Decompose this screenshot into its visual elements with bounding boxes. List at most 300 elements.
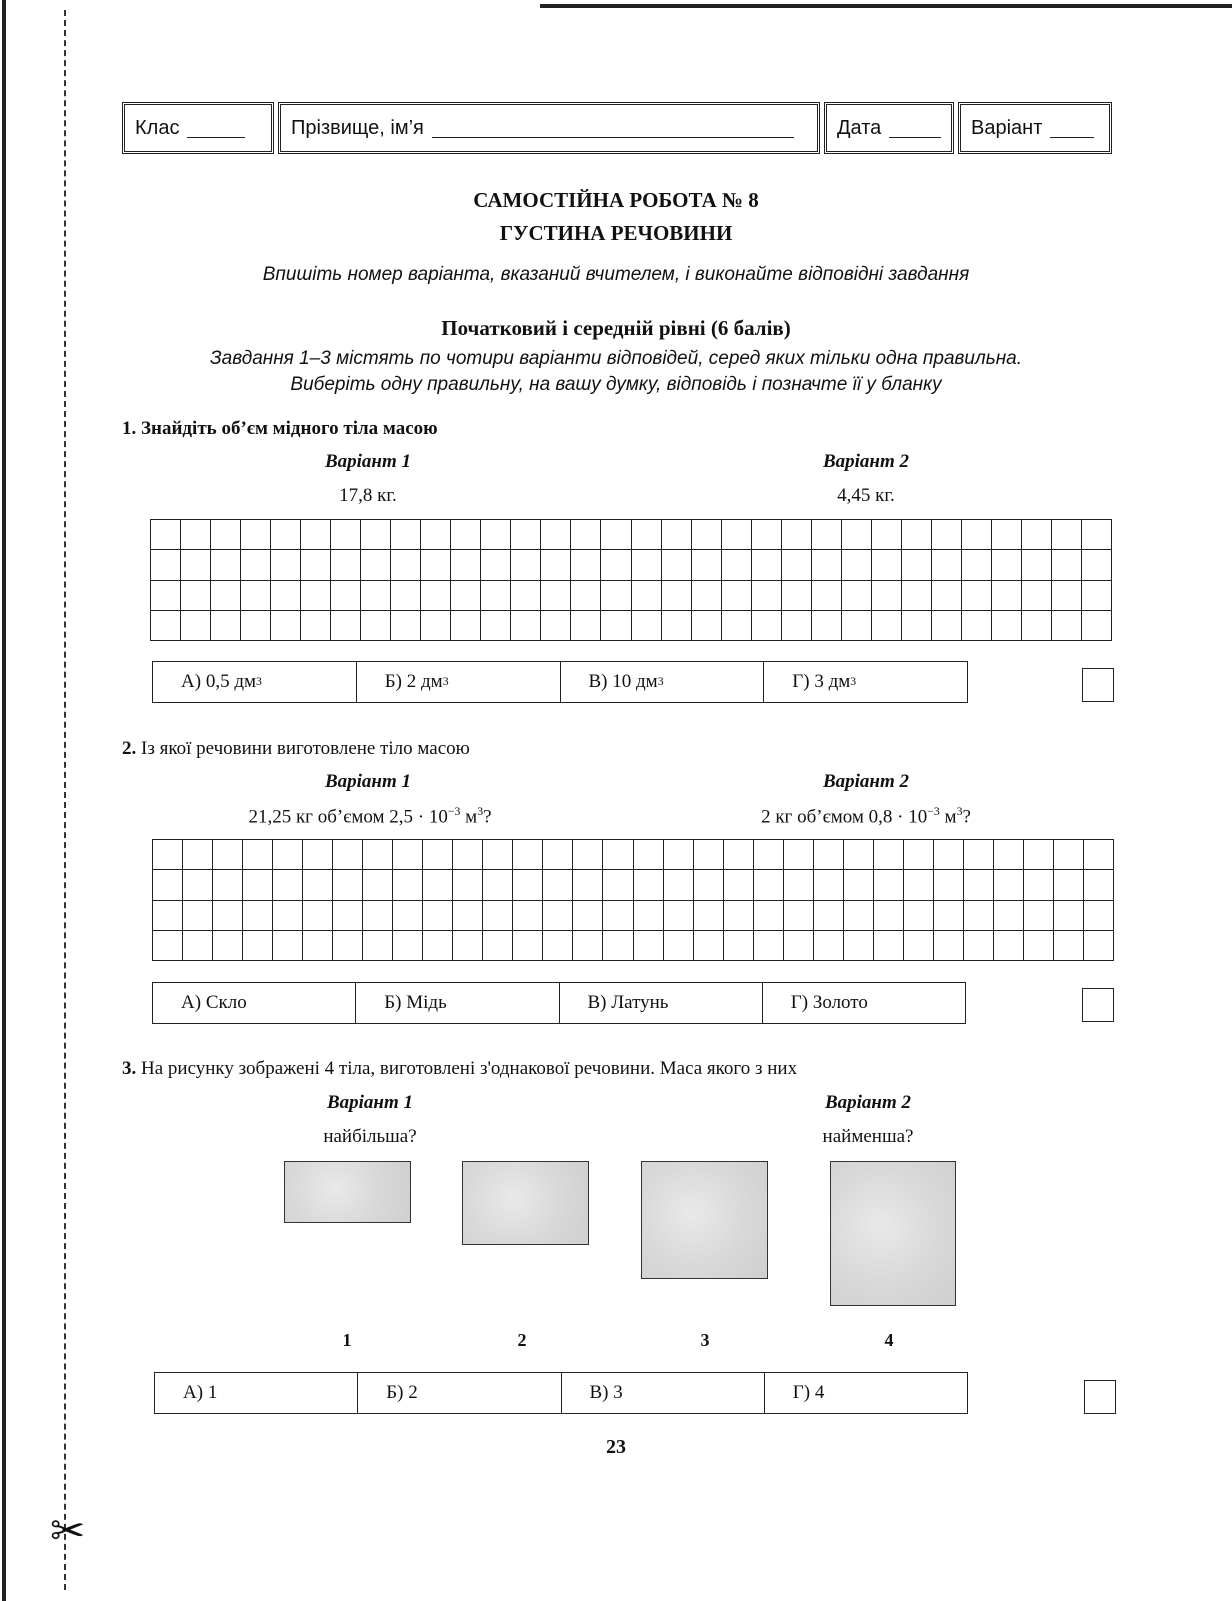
- grid-cell: [874, 840, 904, 870]
- grid-cell: [904, 840, 934, 870]
- grid-cell: [932, 611, 962, 641]
- grid-cell: [814, 870, 844, 900]
- grid-cell: [934, 840, 964, 870]
- grid-cell: [423, 870, 453, 900]
- grid-cell: [363, 901, 393, 931]
- grid-cell: [421, 520, 451, 550]
- grid-cell: [513, 870, 543, 900]
- grid-cell: [511, 581, 541, 611]
- grid-cell: [842, 611, 872, 641]
- task2-work-grid[interactable]: [152, 839, 1114, 961]
- grid-cell: [393, 901, 423, 931]
- grid-cell: [1052, 520, 1082, 550]
- task2-answer-a[interactable]: А) Скло: [153, 983, 356, 1023]
- grid-cell: [812, 550, 842, 580]
- grid-cell: [273, 931, 303, 961]
- grid-cell: [872, 550, 902, 580]
- grid-cell: [303, 840, 333, 870]
- figure-label-4: 4: [884, 1330, 894, 1350]
- grid-cell: [722, 550, 752, 580]
- grid-cell: [842, 520, 872, 550]
- grid-cell: [782, 581, 812, 611]
- grid-cell: [992, 550, 1022, 580]
- grid-cell: [662, 611, 692, 641]
- grid-cell: [1024, 840, 1054, 870]
- task1-answers: [152, 661, 968, 703]
- grid-cell: [1022, 550, 1052, 580]
- grid-cell: [994, 901, 1024, 931]
- grid-cell: [151, 581, 181, 611]
- grid-cell: [902, 550, 932, 580]
- grid-cell: [543, 931, 573, 961]
- grid-cell: [153, 901, 183, 931]
- grid-cell: [181, 550, 211, 580]
- date-field[interactable]: [824, 102, 954, 154]
- grid-cell: [932, 581, 962, 611]
- grid-cell: [844, 870, 874, 900]
- page-number: 23: [606, 1436, 626, 1458]
- figure-label-3: 3: [700, 1330, 710, 1350]
- grid-cell: [692, 520, 722, 550]
- grid-cell: [964, 901, 994, 931]
- task1-question: [122, 418, 438, 440]
- grid-cell: [664, 931, 694, 961]
- grid-cell: [722, 611, 752, 641]
- grid-cell: [571, 550, 601, 580]
- grid-cell: [361, 581, 391, 611]
- body-2-figure: [462, 1161, 589, 1245]
- grid-cell: [874, 901, 904, 931]
- grid-cell: [183, 901, 213, 931]
- grid-cell: [393, 870, 423, 900]
- grid-cell: [724, 901, 754, 931]
- task2-variant2-title: Варіант 2: [822, 771, 910, 792]
- grid-cell: [1084, 840, 1114, 870]
- grid-cell: [634, 931, 664, 961]
- grid-cell: [992, 581, 1022, 611]
- grid-cell: [784, 870, 814, 900]
- grid-cell: [363, 870, 393, 900]
- grid-cell: [692, 611, 722, 641]
- task1-answer-box[interactable]: [1082, 668, 1114, 702]
- grid-cell: [814, 901, 844, 931]
- grid-cell: [1082, 611, 1112, 641]
- grid-cell: [724, 870, 754, 900]
- grid-cell: [964, 840, 994, 870]
- grid-cell: [1024, 901, 1054, 931]
- grid-cell: [994, 931, 1024, 961]
- grid-cell: [451, 550, 481, 580]
- body-1-figure: [284, 1161, 411, 1223]
- grid-cell: [754, 931, 784, 961]
- grid-cell: [603, 931, 633, 961]
- grid-cell: [541, 611, 571, 641]
- grid-cell: [754, 840, 784, 870]
- grid-cell: [153, 840, 183, 870]
- grid-cell: [904, 901, 934, 931]
- task1-work-grid[interactable]: [150, 519, 1112, 641]
- grid-cell: [603, 870, 633, 900]
- grid-cell: [363, 931, 393, 961]
- grid-cell: [273, 901, 303, 931]
- task3-question: [122, 1058, 797, 1080]
- grid-cell: [1054, 840, 1084, 870]
- grid-cell: [662, 581, 692, 611]
- task2-answers: [152, 982, 966, 1024]
- grid-cell: [752, 550, 782, 580]
- task1-variant1-title: Варіант 1: [324, 451, 412, 472]
- grid-cell: [782, 520, 812, 550]
- grid-cell: [391, 520, 421, 550]
- grid-cell: [151, 550, 181, 580]
- grid-cell: [1052, 611, 1082, 641]
- page-subtitle: ГУСТИНА РЕЧОВИНИ: [499, 221, 733, 245]
- grid-cell: [934, 870, 964, 900]
- grid-cell: [872, 581, 902, 611]
- grid-cell: [153, 870, 183, 900]
- level-note-2: Виберіть одну правильну, на вашу думку, відповідь і позначте її у бланку: [290, 374, 942, 395]
- date-blank[interactable]: [889, 119, 941, 138]
- grid-cell: [483, 931, 513, 961]
- grid-cell: [331, 520, 361, 550]
- grid-cell: [393, 931, 423, 961]
- grid-cell: [273, 870, 303, 900]
- grid-cell: [812, 581, 842, 611]
- grid-cell: [153, 931, 183, 961]
- name-label: Прізвище, ім’я: [291, 116, 424, 139]
- grid-cell: [513, 901, 543, 931]
- grid-cell: [241, 550, 271, 580]
- grid-cell: [391, 581, 421, 611]
- grid-cell: [243, 840, 273, 870]
- grid-cell: [964, 870, 994, 900]
- grid-cell: [722, 581, 752, 611]
- grid-cell: [812, 611, 842, 641]
- grid-cell: [662, 550, 692, 580]
- grid-cell: [453, 870, 483, 900]
- class-blank[interactable]: [187, 119, 245, 138]
- grid-cell: [453, 901, 483, 931]
- grid-cell: [694, 840, 724, 870]
- grid-cell: [541, 520, 571, 550]
- grid-cell: [331, 611, 361, 641]
- grid-cell: [874, 870, 904, 900]
- scissors-icon: ✂: [50, 1506, 86, 1555]
- grid-cell: [513, 840, 543, 870]
- grid-cell: [541, 550, 571, 580]
- task2-text: Із якої речовини виготовлене тіло масою: [141, 738, 470, 759]
- grid-cell: [451, 581, 481, 611]
- grid-cell: [181, 520, 211, 550]
- grid-cell: [784, 901, 814, 931]
- grid-cell: [301, 611, 331, 641]
- grid-cell: [812, 520, 842, 550]
- task3-answer-box[interactable]: [1084, 1380, 1116, 1414]
- task1-text: Знайдіть об’єм мідного тіла масою: [141, 418, 438, 439]
- grid-cell: [213, 870, 243, 900]
- grid-cell: [934, 901, 964, 931]
- grid-cell: [511, 550, 541, 580]
- grid-cell: [453, 931, 483, 961]
- grid-cell: [632, 520, 662, 550]
- grid-cell: [391, 550, 421, 580]
- grid-cell: [601, 550, 631, 580]
- task1-variant2-title: Варіант 2: [822, 451, 910, 472]
- class-label: Клас: [135, 116, 180, 139]
- grid-cell: [902, 581, 932, 611]
- task3-answer-a[interactable]: А) 1: [155, 1373, 358, 1413]
- task1-answer-b[interactable]: Б) 2 дм 3: [357, 662, 561, 702]
- task1-answer-a[interactable]: А) 0,5 дм 3: [153, 662, 357, 702]
- task3-answer-d[interactable]: Г) 4: [792, 1382, 825, 1403]
- grid-cell: [333, 931, 363, 961]
- grid-cell: [724, 931, 754, 961]
- task2-answer-b[interactable]: Б) Мідь: [356, 983, 559, 1023]
- grid-cell: [243, 931, 273, 961]
- grid-cell: [754, 901, 784, 931]
- grid-cell: [273, 840, 303, 870]
- grid-cell: [331, 550, 361, 580]
- grid-cell: [934, 931, 964, 961]
- grid-cell: [271, 581, 301, 611]
- grid-cell: [964, 931, 994, 961]
- task1-answer-d[interactable]: Г) 3 дм 3: [792, 671, 857, 692]
- grid-cell: [1054, 870, 1084, 900]
- grid-cell: [481, 550, 511, 580]
- top-border-line: [540, 4, 1232, 8]
- grid-cell: [213, 901, 243, 931]
- name-blank[interactable]: [432, 119, 794, 138]
- grid-cell: [421, 581, 451, 611]
- grid-cell: [541, 581, 571, 611]
- variant-blank[interactable]: [1050, 119, 1094, 138]
- grid-cell: [634, 870, 664, 900]
- grid-cell: [421, 550, 451, 580]
- grid-cell: [662, 520, 692, 550]
- grid-cell: [1054, 901, 1084, 931]
- grid-cell: [634, 840, 664, 870]
- grid-cell: [511, 611, 541, 641]
- grid-cell: [391, 611, 421, 641]
- grid-cell: [664, 840, 694, 870]
- grid-cell: [962, 550, 992, 580]
- grid-cell: [1084, 901, 1114, 931]
- task1-variant2-value: 4,45 кг.: [837, 485, 895, 506]
- grid-cell: [423, 840, 453, 870]
- grid-cell: [842, 550, 872, 580]
- grid-cell: [904, 870, 934, 900]
- grid-cell: [571, 520, 601, 550]
- grid-cell: [844, 840, 874, 870]
- grid-cell: [393, 840, 423, 870]
- grid-cell: [1084, 931, 1114, 961]
- grid-cell: [842, 581, 872, 611]
- task1-answer-c[interactable]: В) 10 дм 3: [561, 662, 765, 702]
- task2-variant1-value: 21,25 кг об’ємом $2,5 \cdot 10^{-3}$ $м^3$?: [248, 805, 492, 828]
- grid-cell: [752, 581, 782, 611]
- grid-cell: [151, 520, 181, 550]
- grid-cell: [511, 520, 541, 550]
- grid-cell: [241, 520, 271, 550]
- grid-cell: [724, 840, 754, 870]
- grid-cell: [1022, 520, 1052, 550]
- header-form: [122, 102, 1112, 154]
- grid-cell: [752, 520, 782, 550]
- grid-cell: [451, 520, 481, 550]
- grid-cell: [1022, 611, 1052, 641]
- grid-cell: [241, 581, 271, 611]
- figure-label-2: 2: [517, 1330, 527, 1350]
- task3-variant1-title: Варіант 1: [326, 1092, 414, 1113]
- grid-cell: [1052, 550, 1082, 580]
- grid-cell: [603, 901, 633, 931]
- grid-cell: [211, 520, 241, 550]
- grid-cell: [1052, 581, 1082, 611]
- grid-cell: [333, 901, 363, 931]
- task2-answer-c[interactable]: В) Латунь: [560, 983, 763, 1023]
- grid-cell: [481, 520, 511, 550]
- grid-cell: [183, 931, 213, 961]
- grid-cell: [694, 870, 724, 900]
- cut-line: [64, 10, 66, 1590]
- grid-cell: [573, 931, 603, 961]
- grid-cell: [994, 870, 1024, 900]
- task2-question: [122, 738, 470, 760]
- grid-cell: [483, 901, 513, 931]
- task2-answer-d[interactable]: Г) Золото: [790, 992, 868, 1013]
- task1-number: 1.: [122, 418, 137, 439]
- level-note-1: Завдання 1–3 містять по чотири варіанти відповідей, серед яких тільки одна правильна.: [209, 348, 1023, 369]
- grid-cell: [183, 870, 213, 900]
- grid-cell: [1022, 581, 1052, 611]
- grid-cell: [692, 581, 722, 611]
- grid-cell: [1082, 581, 1112, 611]
- grid-cell: [271, 520, 301, 550]
- grid-cell: [211, 581, 241, 611]
- task2-variant2-value: 2 кг об’ємом $0,8 \cdot 10^{-3}$ $м^3$?: [761, 805, 971, 828]
- grid-cell: [571, 581, 601, 611]
- task3-answer-b[interactable]: Б) 2: [358, 1373, 561, 1413]
- task3-variant1-value: найбільша?: [323, 1126, 417, 1147]
- grid-cell: [814, 840, 844, 870]
- grid-cell: [573, 840, 603, 870]
- class-field[interactable]: [122, 102, 274, 154]
- grid-cell: [301, 581, 331, 611]
- grid-cell: [932, 520, 962, 550]
- grid-cell: [543, 901, 573, 931]
- grid-cell: [483, 870, 513, 900]
- grid-cell: [782, 550, 812, 580]
- grid-cell: [453, 840, 483, 870]
- grid-cell: [992, 520, 1022, 550]
- grid-cell: [1024, 870, 1054, 900]
- grid-cell: [243, 870, 273, 900]
- grid-cell: [211, 611, 241, 641]
- task2-answer-box[interactable]: [1082, 988, 1114, 1022]
- name-field[interactable]: [278, 102, 820, 154]
- grid-cell: [513, 931, 543, 961]
- grid-cell: [814, 931, 844, 961]
- level-title: Початковий і середній рівні (6 балів): [441, 316, 791, 340]
- grid-cell: [904, 931, 934, 961]
- grid-cell: [303, 870, 333, 900]
- task1-variant1-value: 17,8 кг.: [339, 485, 397, 506]
- grid-cell: [213, 931, 243, 961]
- grid-cell: [752, 611, 782, 641]
- grid-cell: [634, 901, 664, 931]
- grid-cell: [573, 901, 603, 931]
- grid-cell: [301, 550, 331, 580]
- grid-cell: [601, 611, 631, 641]
- task3-text: На рисунку зображені 4 тіла, виготовлені з'однакової речовини. Маса якого з них: [141, 1058, 798, 1079]
- grid-cell: [1054, 931, 1084, 961]
- grid-cell: [844, 901, 874, 931]
- grid-cell: [962, 520, 992, 550]
- grid-cell: [664, 870, 694, 900]
- grid-cell: [722, 520, 752, 550]
- variant-label: Варіант: [971, 116, 1043, 139]
- variant-field[interactable]: [958, 102, 1112, 154]
- grid-cell: [782, 611, 812, 641]
- task3-variant2-title: Варіант 2: [824, 1092, 912, 1113]
- grid-cell: [994, 840, 1024, 870]
- grid-cell: [303, 901, 333, 931]
- grid-cell: [664, 901, 694, 931]
- grid-cell: [601, 520, 631, 550]
- grid-cell: [213, 840, 243, 870]
- grid-cell: [333, 840, 363, 870]
- grid-cell: [632, 550, 662, 580]
- grid-cell: [1084, 870, 1114, 900]
- grid-cell: [603, 840, 633, 870]
- grid-cell: [694, 931, 724, 961]
- grid-cell: [271, 611, 301, 641]
- grid-cell: [571, 611, 601, 641]
- task3-answer-c[interactable]: В) 3: [562, 1373, 765, 1413]
- grid-cell: [331, 581, 361, 611]
- grid-cell: [962, 611, 992, 641]
- grid-cell: [183, 840, 213, 870]
- grid-cell: [243, 901, 273, 931]
- grid-cell: [874, 931, 904, 961]
- task3-answers: [154, 1372, 968, 1414]
- grid-cell: [632, 611, 662, 641]
- grid-cell: [573, 870, 603, 900]
- task3-variant2-value: найменша?: [822, 1126, 914, 1147]
- grid-cell: [872, 611, 902, 641]
- grid-cell: [1024, 931, 1054, 961]
- grid-cell: [483, 840, 513, 870]
- grid-cell: [632, 581, 662, 611]
- grid-cell: [692, 550, 722, 580]
- grid-cell: [181, 581, 211, 611]
- grid-cell: [271, 550, 301, 580]
- task2-variant1-title: Варіант 1: [324, 771, 412, 792]
- grid-cell: [421, 611, 451, 641]
- grid-cell: [754, 870, 784, 900]
- grid-cell: [361, 611, 391, 641]
- grid-cell: [181, 611, 211, 641]
- grid-cell: [962, 581, 992, 611]
- grid-cell: [211, 550, 241, 580]
- grid-cell: [241, 611, 271, 641]
- grid-cell: [992, 611, 1022, 641]
- grid-cell: [423, 931, 453, 961]
- grid-cell: [543, 840, 573, 870]
- grid-cell: [423, 901, 453, 931]
- grid-cell: [844, 931, 874, 961]
- body-4-figure: [830, 1161, 956, 1306]
